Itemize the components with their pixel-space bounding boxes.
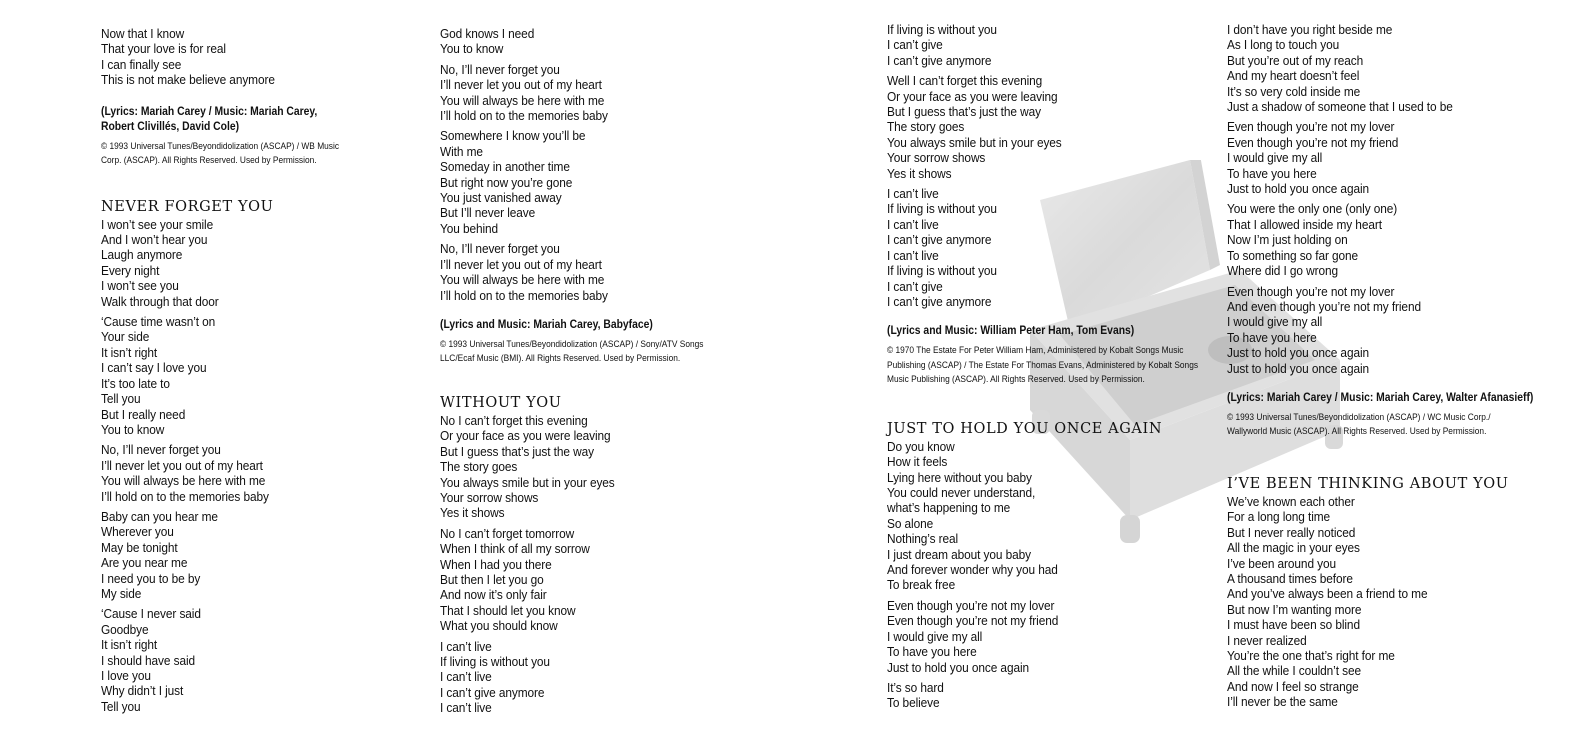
lyric-line: what’s happening to me [887, 501, 1011, 516]
song-lyrics [1227, 23, 1557, 377]
copyright-line: Corp. (ASCAP). All Rights Reserved. Used by Permission. [101, 155, 317, 167]
lyric-line: Somewhere I know you’ll be [440, 129, 586, 144]
lyric-line: I’ll hold on to the memories baby [440, 109, 608, 124]
lyric-line: I can’t live [440, 639, 492, 654]
lyric-line: You could never understand, [887, 486, 1036, 501]
lyric-line: I can finally see [101, 57, 182, 72]
lyric-line: Lying here without you baby [887, 470, 1032, 485]
lyric-line: A thousand times before [1227, 571, 1353, 586]
lyric-line: ‘Cause I never said [101, 607, 201, 622]
lyric-line: You will always be here with me [440, 93, 605, 108]
lyric-line: Your sorrow shows [440, 490, 539, 505]
copyright-line: © 1993 Universal Tunes/Beyondidolization (ASCAP) / Sony/ATV Songs [440, 338, 704, 350]
lyric-line: If living is without you [887, 264, 997, 279]
lyric-line: You always smile but in your eyes [887, 135, 1062, 150]
lyric-stanza [101, 510, 401, 602]
lyric-line: Tell you [101, 699, 141, 714]
lyric-line: And my heart doesn’t feel [1227, 69, 1360, 84]
lyric-stanza [101, 218, 401, 310]
lyric-line: Someday in another time [440, 160, 570, 175]
lyric-stanza [887, 23, 1217, 69]
lyric-line: You to know [440, 42, 504, 57]
song-lyrics [440, 27, 740, 304]
credit-line: (Lyrics: Mariah Carey / Music: Mariah Carey, Walter Afanasieff) [1227, 391, 1534, 404]
lyric-line: I would give my all [887, 629, 983, 644]
intro-stanza [101, 27, 401, 89]
lyric-line: This is not make believe anymore [101, 73, 275, 88]
lyric-line: But I’ll never leave [440, 206, 536, 221]
lyric-line: Just to hold you once again [1227, 182, 1370, 197]
lyric-line: I’ll hold on to the memories baby [440, 288, 608, 303]
lyric-stanza [440, 640, 740, 717]
lyric-line: I would give my all [1227, 315, 1323, 330]
lyric-line: But I guess that’s just the way [440, 444, 594, 459]
lyric-line: It’s so very cold inside me [1227, 84, 1361, 99]
song-title: I’VE BEEN THINKING ABOUT YOU [1227, 475, 1509, 492]
lyric-line: All the magic in your eyes [1227, 541, 1360, 556]
lyric-line: I need you to be by [101, 571, 201, 586]
lyric-line: I’ll hold on to the memories baby [101, 489, 269, 504]
copyright-notice [1227, 411, 1557, 440]
copyright-line: LLC/Ecaf Music (BMI). All Rights Reserved. Used by Permission. [440, 353, 681, 365]
lyric-line: Where did I go wrong [1227, 264, 1338, 279]
lyric-line: Yes it shows [887, 166, 952, 181]
lyric-line: I’ll never let you out of my heart [440, 78, 602, 93]
lyric-line: When I think of all my sorrow [440, 542, 590, 557]
lyric-line: That your love is for real [101, 42, 226, 57]
lyric-line: If living is without you [887, 202, 997, 217]
lyric-line: Why didn’t I just [101, 684, 184, 699]
lyric-line: It isn’t right [101, 638, 158, 653]
credit-line: (Lyrics: Mariah Carey / Music: Mariah Carey, [101, 105, 318, 118]
lyric-line: I won’t see you [101, 279, 179, 294]
lyrics-column-4 [1227, 23, 1557, 716]
copyright-notice [887, 344, 1217, 388]
song-credit [440, 318, 740, 333]
lyric-line: Laugh anymore [101, 248, 183, 263]
credit-line: (Lyrics and Music: William Peter Ham, Tom Evans) [887, 325, 1135, 338]
lyric-line: I can’t give anymore [440, 685, 545, 700]
lyric-line: Do you know [887, 439, 955, 454]
lyric-line: You behind [440, 221, 499, 236]
lyrics-column-2 [440, 27, 740, 722]
lyric-stanza [1227, 202, 1557, 279]
lyric-line: That I allowed inside my heart [1227, 217, 1382, 232]
lyric-line: The story goes [887, 120, 965, 135]
lyric-line: I love you [101, 669, 151, 683]
song-lyrics [887, 440, 1217, 712]
lyric-line: Just a shadow of someone that I used to be [1227, 100, 1453, 115]
copyright-line: © 1993 Universal Tunes/Beyondidolization (ASCAP) / WB Music [101, 140, 340, 152]
copyright-notice [440, 338, 740, 367]
copyright-notice [101, 140, 401, 169]
song-title: JUST TO HOLD YOU ONCE AGAIN [887, 420, 1163, 437]
lyric-line: It’s too late to [101, 376, 170, 391]
lyric-stanza [440, 63, 740, 125]
lyric-line: I can’t give anymore [887, 294, 992, 309]
lyric-line: I can’t live [887, 248, 939, 263]
lyric-line: I must have been so blind [1227, 618, 1360, 633]
lyric-line: I can’t give anymore [887, 233, 992, 248]
lyric-line: As I long to touch you [1227, 38, 1340, 53]
lyric-line: All the while I couldn’t see [1227, 664, 1361, 679]
lyric-line: Are you near me [101, 556, 188, 571]
lyric-line: But then I let you go [440, 572, 544, 587]
lyric-line: Your sorrow shows [887, 151, 986, 166]
lyric-line: And you’ve always been a friend to me [1227, 587, 1428, 602]
lyric-line: You were the only one (only one) [1227, 202, 1398, 217]
lyric-line: And even though you’re not my friend [1227, 299, 1421, 314]
lyric-stanza [440, 527, 740, 635]
lyric-stanza [1227, 495, 1557, 711]
lyric-line: I never realized [1227, 633, 1307, 648]
lyric-line: Walk through that door [101, 294, 219, 309]
lyric-line: It’s so hard [887, 680, 944, 695]
lyric-stanza [887, 599, 1217, 676]
lyric-stanza [101, 607, 401, 715]
lyric-line: No, I’ll never forget you [101, 443, 221, 458]
lyric-line: You to know [101, 422, 165, 437]
lyric-line: When I had you there [440, 557, 552, 572]
lyric-line: And now it’s only fair [440, 588, 547, 603]
lyric-line: Baby can you hear me [101, 509, 218, 524]
lyric-line: I can’t give [887, 38, 943, 53]
lyric-stanza [1227, 23, 1557, 115]
lyric-line: Just to hold you once again [887, 660, 1030, 675]
lyric-line: I’ll never let you out of my heart [440, 257, 602, 272]
song-credit [1227, 391, 1557, 406]
lyric-stanza [887, 187, 1217, 310]
lyric-line: But right now you’re gone [440, 175, 573, 190]
lyric-line: To believe [887, 696, 940, 711]
lyric-line: No, I’ll never forget you [440, 62, 560, 77]
lyric-line: And forever wonder why you had [887, 563, 1058, 578]
lyric-line: And I won’t hear you [101, 233, 208, 248]
lyric-line: Or your face as you were leaving [440, 429, 611, 444]
lyric-line: You will always be here with me [101, 474, 266, 489]
lyric-line: Just to hold you once again [1227, 346, 1370, 361]
lyric-line: You will always be here with me [440, 273, 605, 288]
lyric-line: Your side [101, 330, 150, 345]
lyric-line: My side [101, 586, 142, 601]
lyric-line: No, I’ll never forget you [440, 242, 560, 257]
lyric-line: So alone [887, 516, 934, 531]
lyric-line: Well I can’t forget this evening [887, 74, 1043, 89]
lyrics-column-3 [887, 23, 1217, 717]
lyric-line: Even though you’re not my friend [1227, 135, 1399, 150]
song-title: WITHOUT YOU [440, 394, 562, 411]
lyric-line: If living is without you [440, 655, 550, 669]
lyric-line: I can’t give anymore [887, 53, 992, 68]
lyric-line: We’ve known each other [1227, 494, 1355, 509]
copyright-line: Publishing (ASCAP) / The Estate For Thomas Evans, Administered by Kobalt Songs [887, 359, 1199, 371]
lyric-line: Goodbye [101, 622, 149, 637]
lyric-line: I just dream about you baby [887, 547, 1031, 562]
song-lyrics [1227, 495, 1557, 711]
lyric-line: How it feels [887, 455, 948, 470]
lyric-line: Just to hold you once again [1227, 361, 1370, 376]
lyric-line: I can’t live [887, 217, 939, 232]
lyric-line: But I guess that’s just the way [887, 105, 1041, 120]
lyric-line: I can’t live [887, 187, 939, 202]
lyric-line: I should have said [101, 653, 196, 668]
lyric-line: I won’t see your smile [101, 217, 214, 232]
song-lyrics [887, 23, 1217, 310]
lyric-line: The story goes [440, 460, 518, 475]
lyric-line: What you should know [440, 619, 558, 634]
lyric-stanza [1227, 285, 1557, 377]
lyric-line: But I never really noticed [1227, 525, 1356, 540]
lyric-line: It isn’t right [101, 345, 158, 360]
lyric-line: Or your face as you were leaving [887, 89, 1058, 104]
lyric-stanza [887, 74, 1217, 182]
lyric-line: I’ll never be the same [1227, 695, 1338, 710]
lyric-stanza [101, 315, 401, 438]
credit-line: (Lyrics and Music: Mariah Carey, Babyface) [440, 318, 653, 331]
song-credit [887, 324, 1217, 339]
lyric-line: To have you here [887, 645, 977, 660]
lyric-line: Now I’m just holding on [1227, 233, 1348, 248]
lyric-line: I’ve been around you [1227, 556, 1337, 571]
credit-line: Robert Clivillés, David Cole) [101, 120, 240, 133]
lyric-stanza [440, 242, 740, 304]
lyric-line: Yes it shows [440, 506, 505, 521]
lyric-line: God knows I need [440, 27, 535, 41]
lyric-stanza [101, 443, 401, 505]
lyric-line: But I really need [101, 407, 186, 422]
lyric-line: You just vanished away [440, 191, 562, 206]
lyric-line: Even though you’re not my lover [1227, 120, 1395, 135]
lyric-line: But you’re out of my reach [1227, 53, 1364, 68]
lyric-line: With me [440, 144, 483, 159]
lyric-line: To break free [887, 578, 956, 593]
lyric-line: For a long long time [1227, 510, 1331, 525]
lyric-stanza [440, 27, 740, 58]
lyric-stanza [440, 414, 740, 522]
copyright-line: © 1970 The Estate For Peter William Ham, Administered by Kobalt Songs Music [887, 345, 1184, 357]
lyric-line: You always smile but in your eyes [440, 475, 615, 490]
lyric-line: I can’t live [440, 670, 492, 685]
lyric-line: ‘Cause time wasn’t on [101, 315, 216, 330]
lyric-line: Nothing’s real [887, 532, 959, 547]
song-lyrics [101, 218, 401, 716]
lyric-line: I would give my all [1227, 151, 1323, 166]
song-title: NEVER FORGET YOU [101, 198, 274, 215]
lyric-line: I can’t give [887, 279, 943, 294]
copyright-line: Music Publishing (ASCAP). All Rights Reserved. Used by Permission. [887, 374, 1145, 386]
lyric-stanza [440, 129, 740, 237]
lyric-line: May be tonight [101, 540, 178, 555]
lyric-line: You’re the one that’s right for me [1227, 649, 1395, 663]
lyric-line: And now I feel so strange [1227, 679, 1359, 694]
lyric-line: Tell you [101, 392, 141, 407]
lyric-line: Even though you’re not my friend [887, 614, 1059, 629]
lyric-line: That I should let you know [440, 603, 576, 618]
lyric-line: I can’t say I love you [101, 361, 207, 376]
lyric-stanza [1227, 120, 1557, 197]
lyrics-column-1 [101, 27, 401, 720]
lyric-line: Even though you’re not my lover [887, 598, 1055, 613]
lyric-line: I don’t have you right beside me [1227, 23, 1393, 37]
lyric-line: If living is without you [887, 23, 997, 37]
song-lyrics [440, 414, 740, 717]
copyright-line: © 1993 Universal Tunes/Beyondidolization (ASCAP) / WC Music Corp./ [1227, 411, 1491, 423]
lyric-line: Now that I know [101, 27, 185, 41]
lyric-line: To something so far gone [1227, 248, 1359, 263]
lyric-line: No I can’t forget this evening [440, 413, 588, 428]
lyric-line: But now I’m wanting more [1227, 602, 1362, 617]
copyright-line: Wallyworld Music (ASCAP). All Rights Reserved. Used by Permission. [1227, 426, 1487, 438]
lyric-stanza [887, 440, 1217, 594]
lyric-line: I can’t live [440, 701, 492, 716]
song-credit [101, 105, 401, 135]
lyric-line: I’ll never let you out of my heart [101, 458, 263, 473]
lyric-line: Wherever you [101, 525, 174, 540]
lyric-stanza [887, 681, 1217, 712]
lyric-line: Even though you’re not my lover [1227, 284, 1395, 299]
lyric-line: To have you here [1227, 166, 1317, 181]
lyric-line: To have you here [1227, 330, 1317, 345]
lyric-line: No I can’t forget tomorrow [440, 526, 575, 541]
lyric-line: Every night [101, 263, 160, 278]
